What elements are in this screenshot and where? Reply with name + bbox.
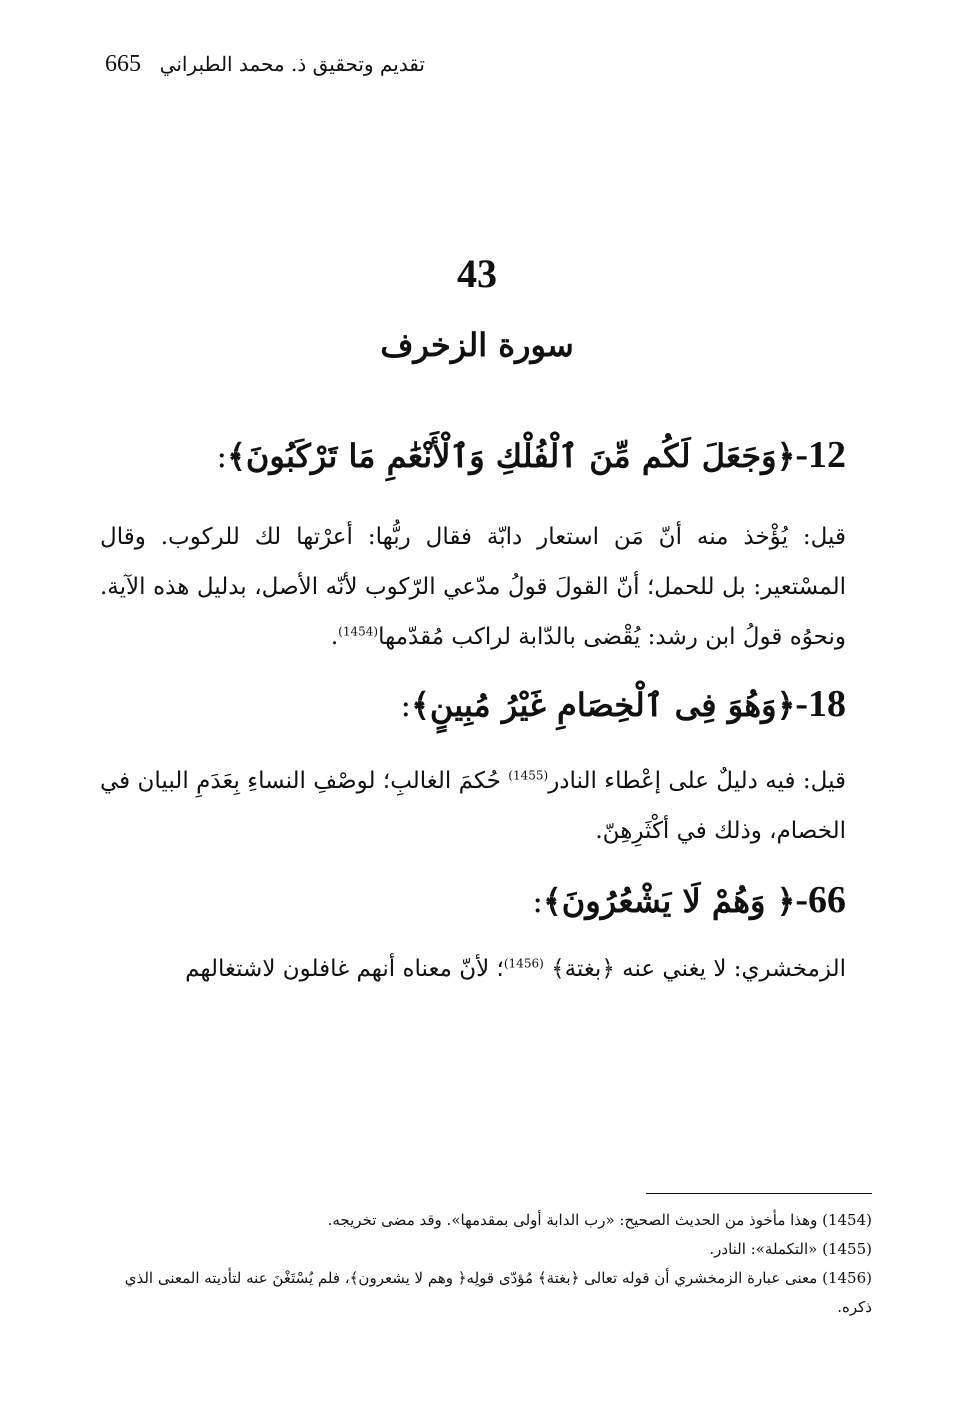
footnote-ref: (1456)	[503, 956, 544, 971]
header-title: تقديم وتحقيق ذ. محمد الطبراني	[159, 52, 425, 76]
running-header	[105, 44, 425, 84]
verse-text: ﴿وَهُوَ فِى ٱلْخِصَامِ غَيْرُ مُبِينٍ﴾	[411, 686, 796, 724]
commentary-paragraph-66	[100, 944, 846, 994]
paragraph-text-end: ؛ لأنّ معناه أنهم غافلون لاشتغالهم	[185, 956, 504, 982]
commentary-paragraph-12	[100, 512, 846, 662]
footnotes	[100, 1206, 872, 1322]
paragraph-text: الزمخشري: لا يغني عنه ﴿بغتة﴾	[543, 956, 846, 982]
verse-colon: :	[216, 437, 228, 475]
footnote-1456: (1456) معنى عبارة الزمخشري أن قوله تعالى ﴿بغتة﴾ مُؤدّى قولِه﴿ وهم لا يشعرون﴾، فلم يُسْتَغْنَ عنه لتأديته المعنى الذي ذكره.	[124, 1269, 872, 1316]
verse-heading-12	[126, 431, 846, 480]
surah-title: سورة الزخرف	[380, 326, 574, 364]
verse-colon: :	[532, 882, 544, 920]
commentary-paragraph-18	[100, 756, 846, 856]
paragraph-text-end: حُكمَ الغالبِ؛ لوصْفِ النساءِ بِعَدَمِ البيان في الخصام، وذلك في أكْثَرِهِنّ.	[100, 768, 846, 844]
verse-colon: :	[400, 686, 412, 724]
verse-number: 12-	[795, 434, 846, 476]
footnote-1455: (1455) «التكملة»: النادر.	[709, 1240, 872, 1258]
footnote-1454: (1454) وهذا مأخوذ من الحديث الصحيح: «رب الدابة أولى بمقدمها». وقد مضى تخريجه.	[327, 1211, 872, 1229]
paragraph-text: قيل: يُؤْخذ منه أنّ مَن استعار دابّة فقال ربُّها: أعرْتها لك للركوب. وقال المسْتعير: بل للحمل؛ أنّ القولَ قولُ مدّعي الرّكوب لأنّه الأصل، بدليل هذه الآية. ونحوُه قولُ ابن رشد: يُقْضى بالدّابة لراكب مُقدّمها	[100, 524, 846, 650]
page-number: 665	[105, 50, 141, 77]
verse-number: 66-	[795, 879, 846, 921]
footnote-ref: (1454)	[338, 624, 379, 639]
verse-text: ﴿وَجَعَلَ لَكُم مِّنَ ٱلْفُلْكِ وَٱلْأَنْعَٰمِ مَا تَرْكَبُونَ﴾	[227, 437, 796, 475]
paragraph-text-end: .	[330, 624, 339, 650]
paragraph-text: قيل: فيه دليلٌ على إعْطاء النادر	[548, 768, 847, 794]
verse-number: 18-	[795, 683, 846, 725]
footnote-ref: (1455)	[508, 768, 549, 783]
verse-text: ﴿ وَهُمْ لَا يَشْعُرُونَ﴾	[543, 882, 796, 920]
footnote-divider	[646, 1193, 872, 1194]
verse-heading-18	[126, 680, 846, 729]
chapter-number: 43	[457, 251, 497, 296]
verse-heading-66	[126, 876, 846, 925]
